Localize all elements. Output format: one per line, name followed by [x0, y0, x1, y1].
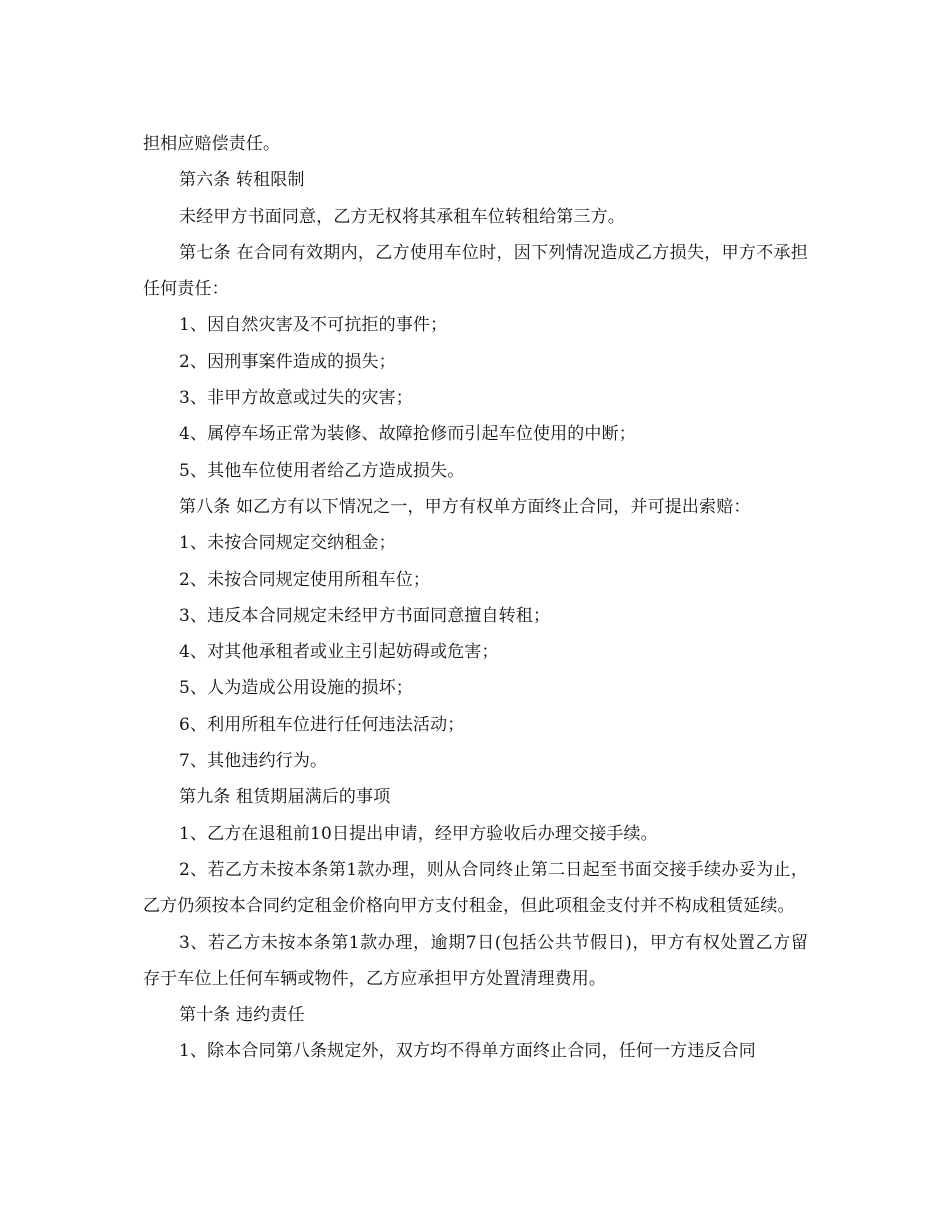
list-item: 5、其他车位使用者给乙方造成损失。 — [179, 460, 465, 481]
article-heading: 第九条 租赁期届满后的事项 — [179, 787, 391, 808]
list-item: 2、若乙方未按本条第1款办理，则从合同终止第二日起至书面交接手续办妥为止，乙方仍须按本合同约定租金价格向甲方支付租金，但此项租金支付并不构成租赁延续。 — [143, 859, 808, 917]
list-item: 3、违反本合同规定未经甲方书面同意擅自转租； — [179, 605, 551, 626]
article-heading: 第六条 转租限制 — [179, 170, 305, 191]
list-item: 2、未按合同规定使用所租车位； — [179, 569, 431, 590]
paragraph: 担相应赔偿责任。 — [143, 134, 281, 154]
list-item: 5、人为造成公用设施的损坏； — [179, 678, 413, 699]
article-heading: 第七条 在合同有效期内，乙方使用车位时，因下列情况造成乙方损失，甲方不承担任何责任： — [143, 242, 808, 300]
article-heading: 第十条 违约责任 — [179, 1005, 305, 1026]
list-item: 2、因刑事案件造成的损失； — [179, 351, 396, 372]
list-item: 3、非甲方故意或过失的灾害； — [179, 388, 413, 409]
list-item: 1、乙方在退租前10日提出申请，经甲方验收后办理交接手续。 — [179, 823, 658, 844]
list-item: 7、其他违约行为。 — [179, 751, 328, 772]
document-body — [143, 126, 808, 1070]
list-item: 4、属停车场正常为装修、故障抢修而引起车位使用的中断； — [179, 424, 636, 445]
list-item: 1、未按合同规定交纳租金； — [179, 533, 396, 554]
list-item: 1、除本合同第八条规定外，双方均不得单方面终止合同，任何一方违反合同 — [179, 1041, 756, 1062]
list-item: 4、对其他承租者或业主引起妨碍或危害； — [179, 642, 499, 663]
list-item: 3、若乙方未按本条第1款办理，逾期7日(包括公共节假日)，甲方有权处置乙方留存于车位上任何车辆或物件，乙方应承担甲方处置清理费用。 — [143, 932, 808, 989]
article-heading: 第八条 如乙方有以下情况之一，甲方有权单方面终止合同，并可提出索赔： — [179, 496, 751, 517]
paragraph: 未经甲方书面同意，乙方无权将其承租车位转租给第三方。 — [179, 206, 625, 227]
list-item: 6、利用所租车位进行任何违法活动； — [179, 714, 465, 735]
list-item: 1、因自然灾害及不可抗拒的事件； — [179, 315, 448, 336]
